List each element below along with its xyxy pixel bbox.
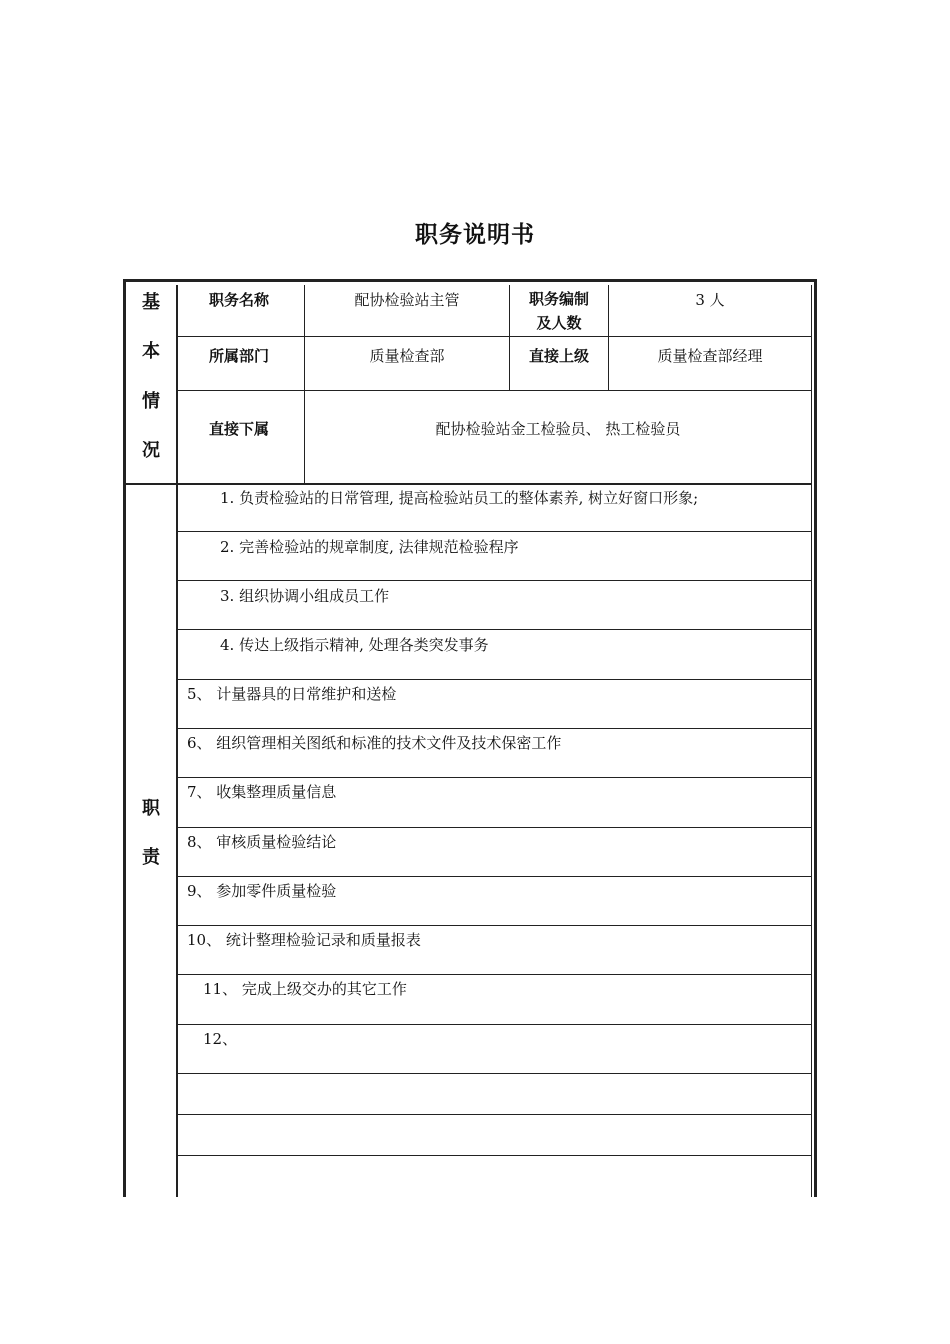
basic-section-label-4: 况 <box>142 440 160 461</box>
subordinate-value: 配协检验站金工检验员、 热工检验员 <box>435 420 681 438</box>
grid-line <box>178 827 811 828</box>
grid-line <box>178 1155 811 1156</box>
basic-section-label-1: 基 <box>142 292 160 313</box>
grid-line <box>178 531 811 532</box>
grid-line <box>304 285 305 483</box>
grid-line <box>178 974 811 975</box>
grid-line <box>178 679 811 680</box>
supervisor-label: 直接上级 <box>528 347 589 365</box>
duty-item-12: 12、 <box>203 1030 238 1048</box>
supervisor-value: 质量检查部经理 <box>657 347 763 365</box>
basic-section-label-2: 本 <box>142 341 160 362</box>
page-title: 职务说明书 <box>415 222 535 248</box>
duty-item-3: 3. 组织协调小组成员工作 <box>220 587 390 605</box>
headcount-label-line1: 职务编制 <box>528 290 589 308</box>
duty-item-6: 6、 组织管理相关图纸和标准的技术文件及技术保密工作 <box>187 734 562 752</box>
grid-line <box>178 925 811 926</box>
section-divider <box>176 285 178 1197</box>
grid-line <box>178 1024 811 1025</box>
grid-line <box>178 629 811 630</box>
job-name-label: 职务名称 <box>209 291 270 309</box>
headcount-label-line2: 及人数 <box>536 314 582 332</box>
basic-section-label-3: 情 <box>142 391 160 412</box>
duties-section-label-2: 责 <box>142 847 160 868</box>
department-value: 质量检查部 <box>369 347 445 365</box>
duty-item-11: 11、 完成上级交办的其它工作 <box>203 980 407 998</box>
grid-line <box>178 1114 811 1115</box>
duty-item-5: 5、 计量器具的日常维护和送检 <box>187 685 397 703</box>
subordinate-label: 直接下属 <box>209 420 270 438</box>
department-label: 所属部门 <box>209 347 270 365</box>
grid-line <box>126 483 811 485</box>
grid-line <box>178 1073 811 1074</box>
grid-line <box>178 777 811 778</box>
duty-item-4: 4. 传达上级指示精神, 处理各类突发事务 <box>220 636 489 654</box>
grid-line <box>178 728 811 729</box>
duty-item-10: 10、 统计整理检验记录和质量报表 <box>187 931 421 949</box>
duty-item-2: 2. 完善检验站的规章制度, 法律规范检验程序 <box>220 538 519 556</box>
duty-item-8: 8、 审核质量检验结论 <box>187 833 337 851</box>
grid-line <box>811 285 812 483</box>
grid-line <box>178 876 811 877</box>
grid-line <box>178 336 811 337</box>
grid-line <box>178 390 811 391</box>
duty-item-9: 9、 参加零件质量检验 <box>187 882 337 900</box>
duty-item-7: 7、 收集整理质量信息 <box>187 783 337 801</box>
duties-section-label-1: 职 <box>142 798 160 819</box>
headcount-value: 3 人 <box>695 291 725 309</box>
job-name-value: 配协检验站主管 <box>354 291 460 309</box>
grid-line <box>811 483 812 1197</box>
duty-item-1: 1. 负责检验站的日常管理, 提高检验站员工的整体素养, 树立好窗口形象; <box>220 489 699 507</box>
grid-line <box>178 580 811 581</box>
